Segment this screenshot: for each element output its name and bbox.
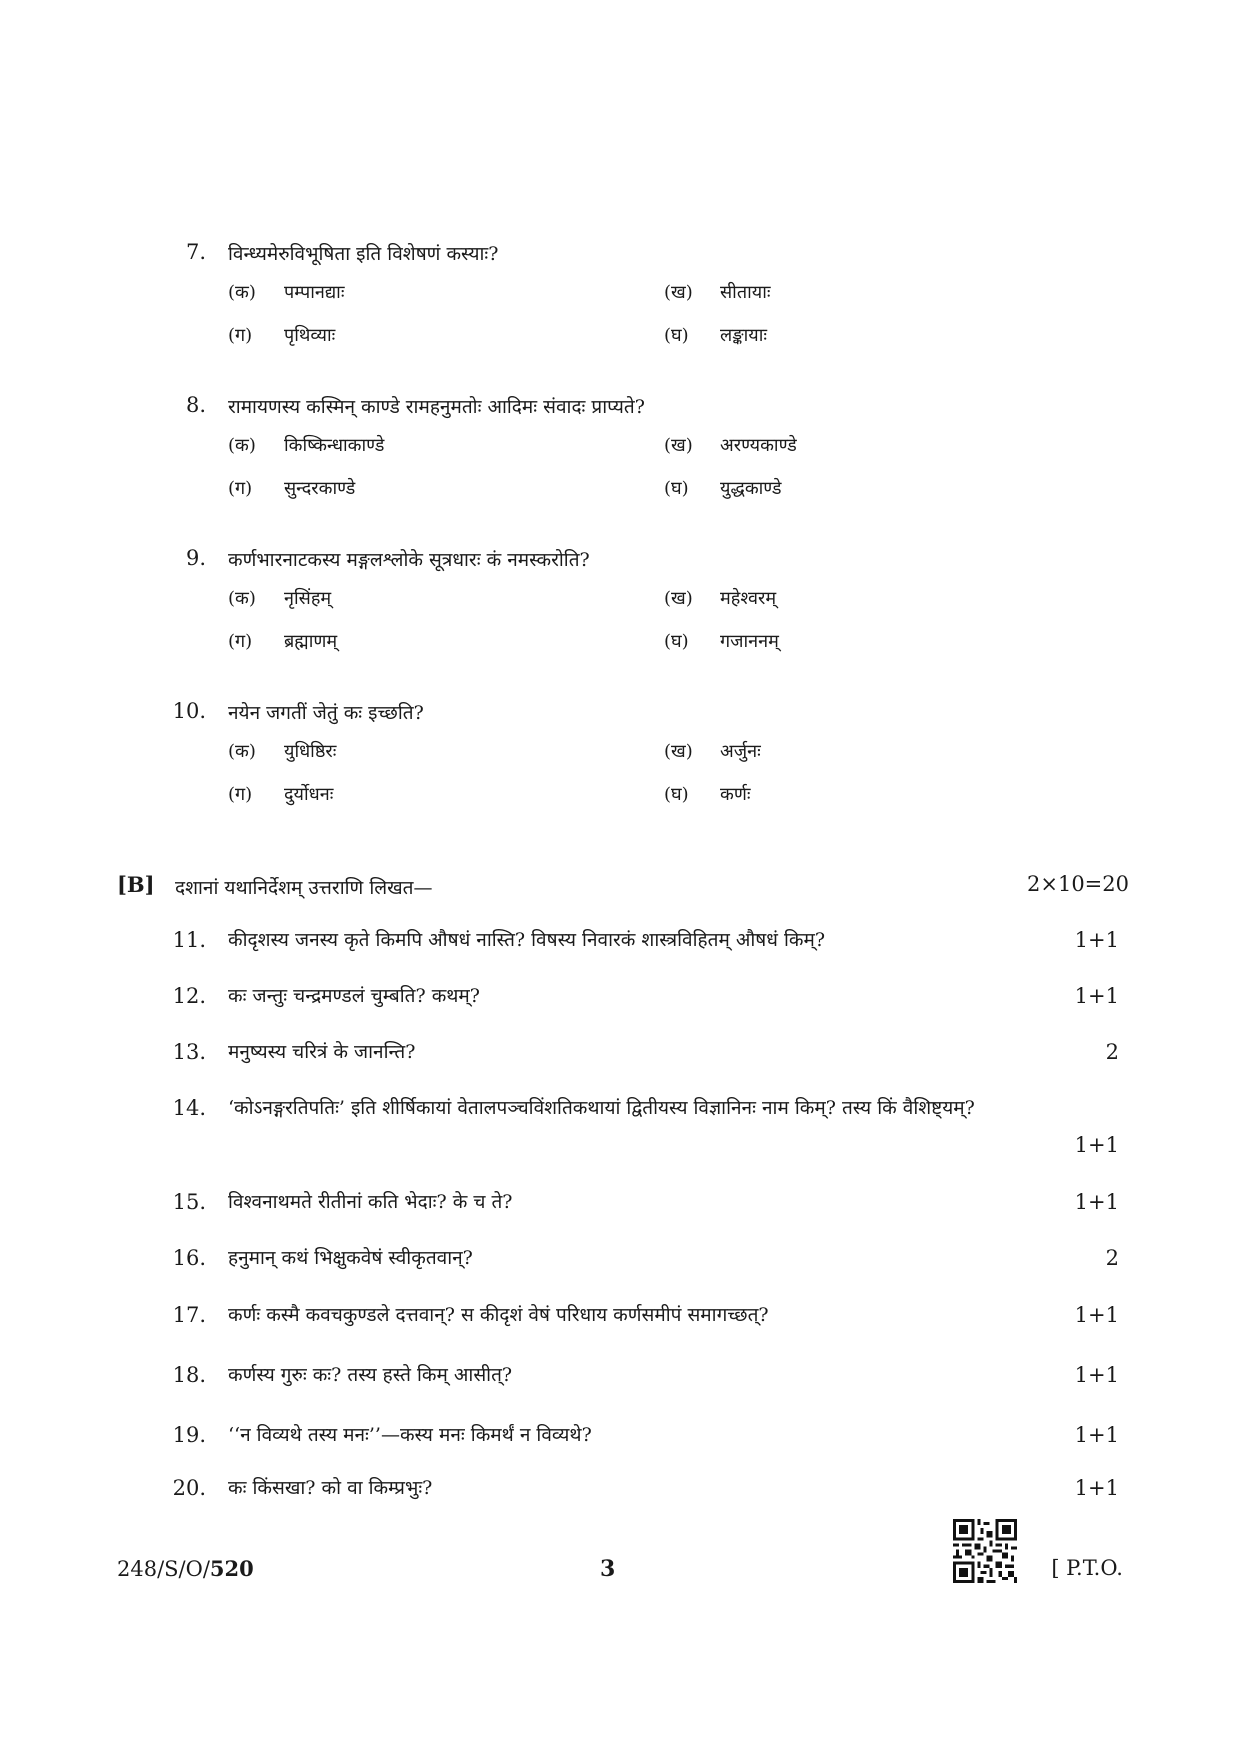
question-marks: 2 (1105, 1040, 1119, 1064)
option-kha: (ख) अर्जुनः (664, 741, 761, 762)
question-number: 8. (185, 393, 206, 417)
question-text: नयेन जगतीं जेतुं कः इच्छति? (228, 702, 424, 724)
question-marks: 1+1 (1074, 1303, 1119, 1327)
option-ka: (क) युधिष्ठिरः (228, 741, 337, 762)
option-gha: (घ) कर्णः (664, 784, 751, 805)
option-ga: (ग) ब्रह्माणम् (228, 631, 338, 652)
question-number: 13. (172, 1040, 206, 1064)
question-text: कर्णः कस्मै कवचकुण्डले दत्तवान्? स कीदृशं वेषं परिधाय कर्णसमीपं समागच्छत्? (228, 1304, 769, 1326)
paper-code: 248/S/O/520 (117, 1556, 254, 1581)
question-number: 20. (172, 1476, 206, 1500)
question-text: कः किंसखा? को वा किम्प्रभुः? (228, 1477, 433, 1499)
question-text: रामायणस्य कस्मिन् काण्डे रामहनुमतोः आदिमः संवादः प्राप्यते? (228, 396, 645, 418)
question-number: 14. (172, 1096, 206, 1120)
option-kha: (ख) अरण्यकाण्डे (664, 435, 797, 456)
question-number: 12. (172, 984, 206, 1008)
question-number: 11. (172, 928, 206, 952)
option-gha: (घ) गजाननम् (664, 631, 779, 652)
option-kha: (ख) सीतायाः (664, 282, 771, 303)
question-number: 15. (172, 1190, 206, 1214)
option-ga: (ग) सुन्दरकाण्डे (228, 478, 356, 499)
question-marks: 1+1 (1074, 928, 1119, 952)
question-text: कीदृशस्य जनस्य कृते किमपि औषधं नास्ति? विषस्य निवारकं शास्त्रविहितम् औषधं किम्? (228, 929, 826, 951)
option-gha: (घ) लङ्कायाः (664, 325, 767, 346)
question-text: हनुमान् कथं भिक्षुकवेषं स्वीकृतवान्? (228, 1247, 473, 1269)
question-number: 9. (185, 546, 206, 570)
question-number: 10. (172, 699, 206, 723)
page-number: 3 (600, 1556, 616, 1582)
option-ka: (क) किष्किन्धाकाण्डे (228, 435, 385, 456)
question-text: ‘कोऽनङ्गरतिपतिः’ इति शीर्षिकायां वेतालपञ्चविंशतिकथायां द्वितीयस्य विज्ञानिनः नाम किम्? तस्य किं वैशिष्ट्यम्? (228, 1097, 975, 1119)
option-kha: (ख) महेश्वरम् (664, 588, 777, 609)
question-number: 7. (185, 240, 206, 264)
qr-code-icon (953, 1519, 1017, 1583)
question-marks: 1+1 (1074, 1423, 1119, 1447)
question-number: 16. (172, 1246, 206, 1270)
question-number: 19. (172, 1423, 206, 1447)
question-text: मनुष्यस्य चरित्रं के जानन्ति? (228, 1041, 416, 1063)
question-marks: 1+1 (1074, 1363, 1119, 1387)
option-gha: (घ) युद्धकाण्डे (664, 478, 782, 499)
question-marks: 1+1 (1074, 1133, 1119, 1157)
option-ga: (ग) पृथिव्याः (228, 325, 336, 346)
section-tag: [B] (117, 872, 155, 897)
question-number: 18. (172, 1363, 206, 1387)
question-text: विन्ध्यमेरुविभूषिता इति विशेषणं कस्याः? (228, 243, 499, 265)
section-instruction: दशानां यथानिर्देशम् उत्तराणि लिखत— (175, 877, 433, 899)
pto-label: [ P.T.O. (1051, 1556, 1123, 1580)
option-ka: (क) पम्पानद्याः (228, 282, 345, 303)
question-text: विश्वनाथमते रीतीनां कति भेदाः? के च ते? (228, 1191, 513, 1213)
question-text: कर्णस्य गुरुः कः? तस्य हस्ते किम् आसीत्? (228, 1364, 513, 1386)
option-ka: (क) नृसिंहम् (228, 588, 332, 609)
question-number: 17. (172, 1303, 206, 1327)
question-marks: 1+1 (1074, 1476, 1119, 1500)
question-marks: 1+1 (1074, 984, 1119, 1008)
question-text: ‘‘न विव्यथे तस्य मनः’’—कस्य मनः किमर्थं न विव्यथे? (228, 1424, 592, 1446)
option-ga: (ग) दुर्योधनः (228, 784, 334, 805)
question-text: कः जन्तुः चन्द्रमण्डलं चुम्बति? कथम्? (228, 985, 480, 1007)
question-marks: 1+1 (1074, 1190, 1119, 1214)
question-text: कर्णभारनाटकस्य मङ्गलश्लोके सूत्रधारः कं नमस्करोति? (228, 549, 590, 571)
section-marks: 2×10=20 (1027, 872, 1129, 896)
question-marks: 2 (1105, 1246, 1119, 1270)
